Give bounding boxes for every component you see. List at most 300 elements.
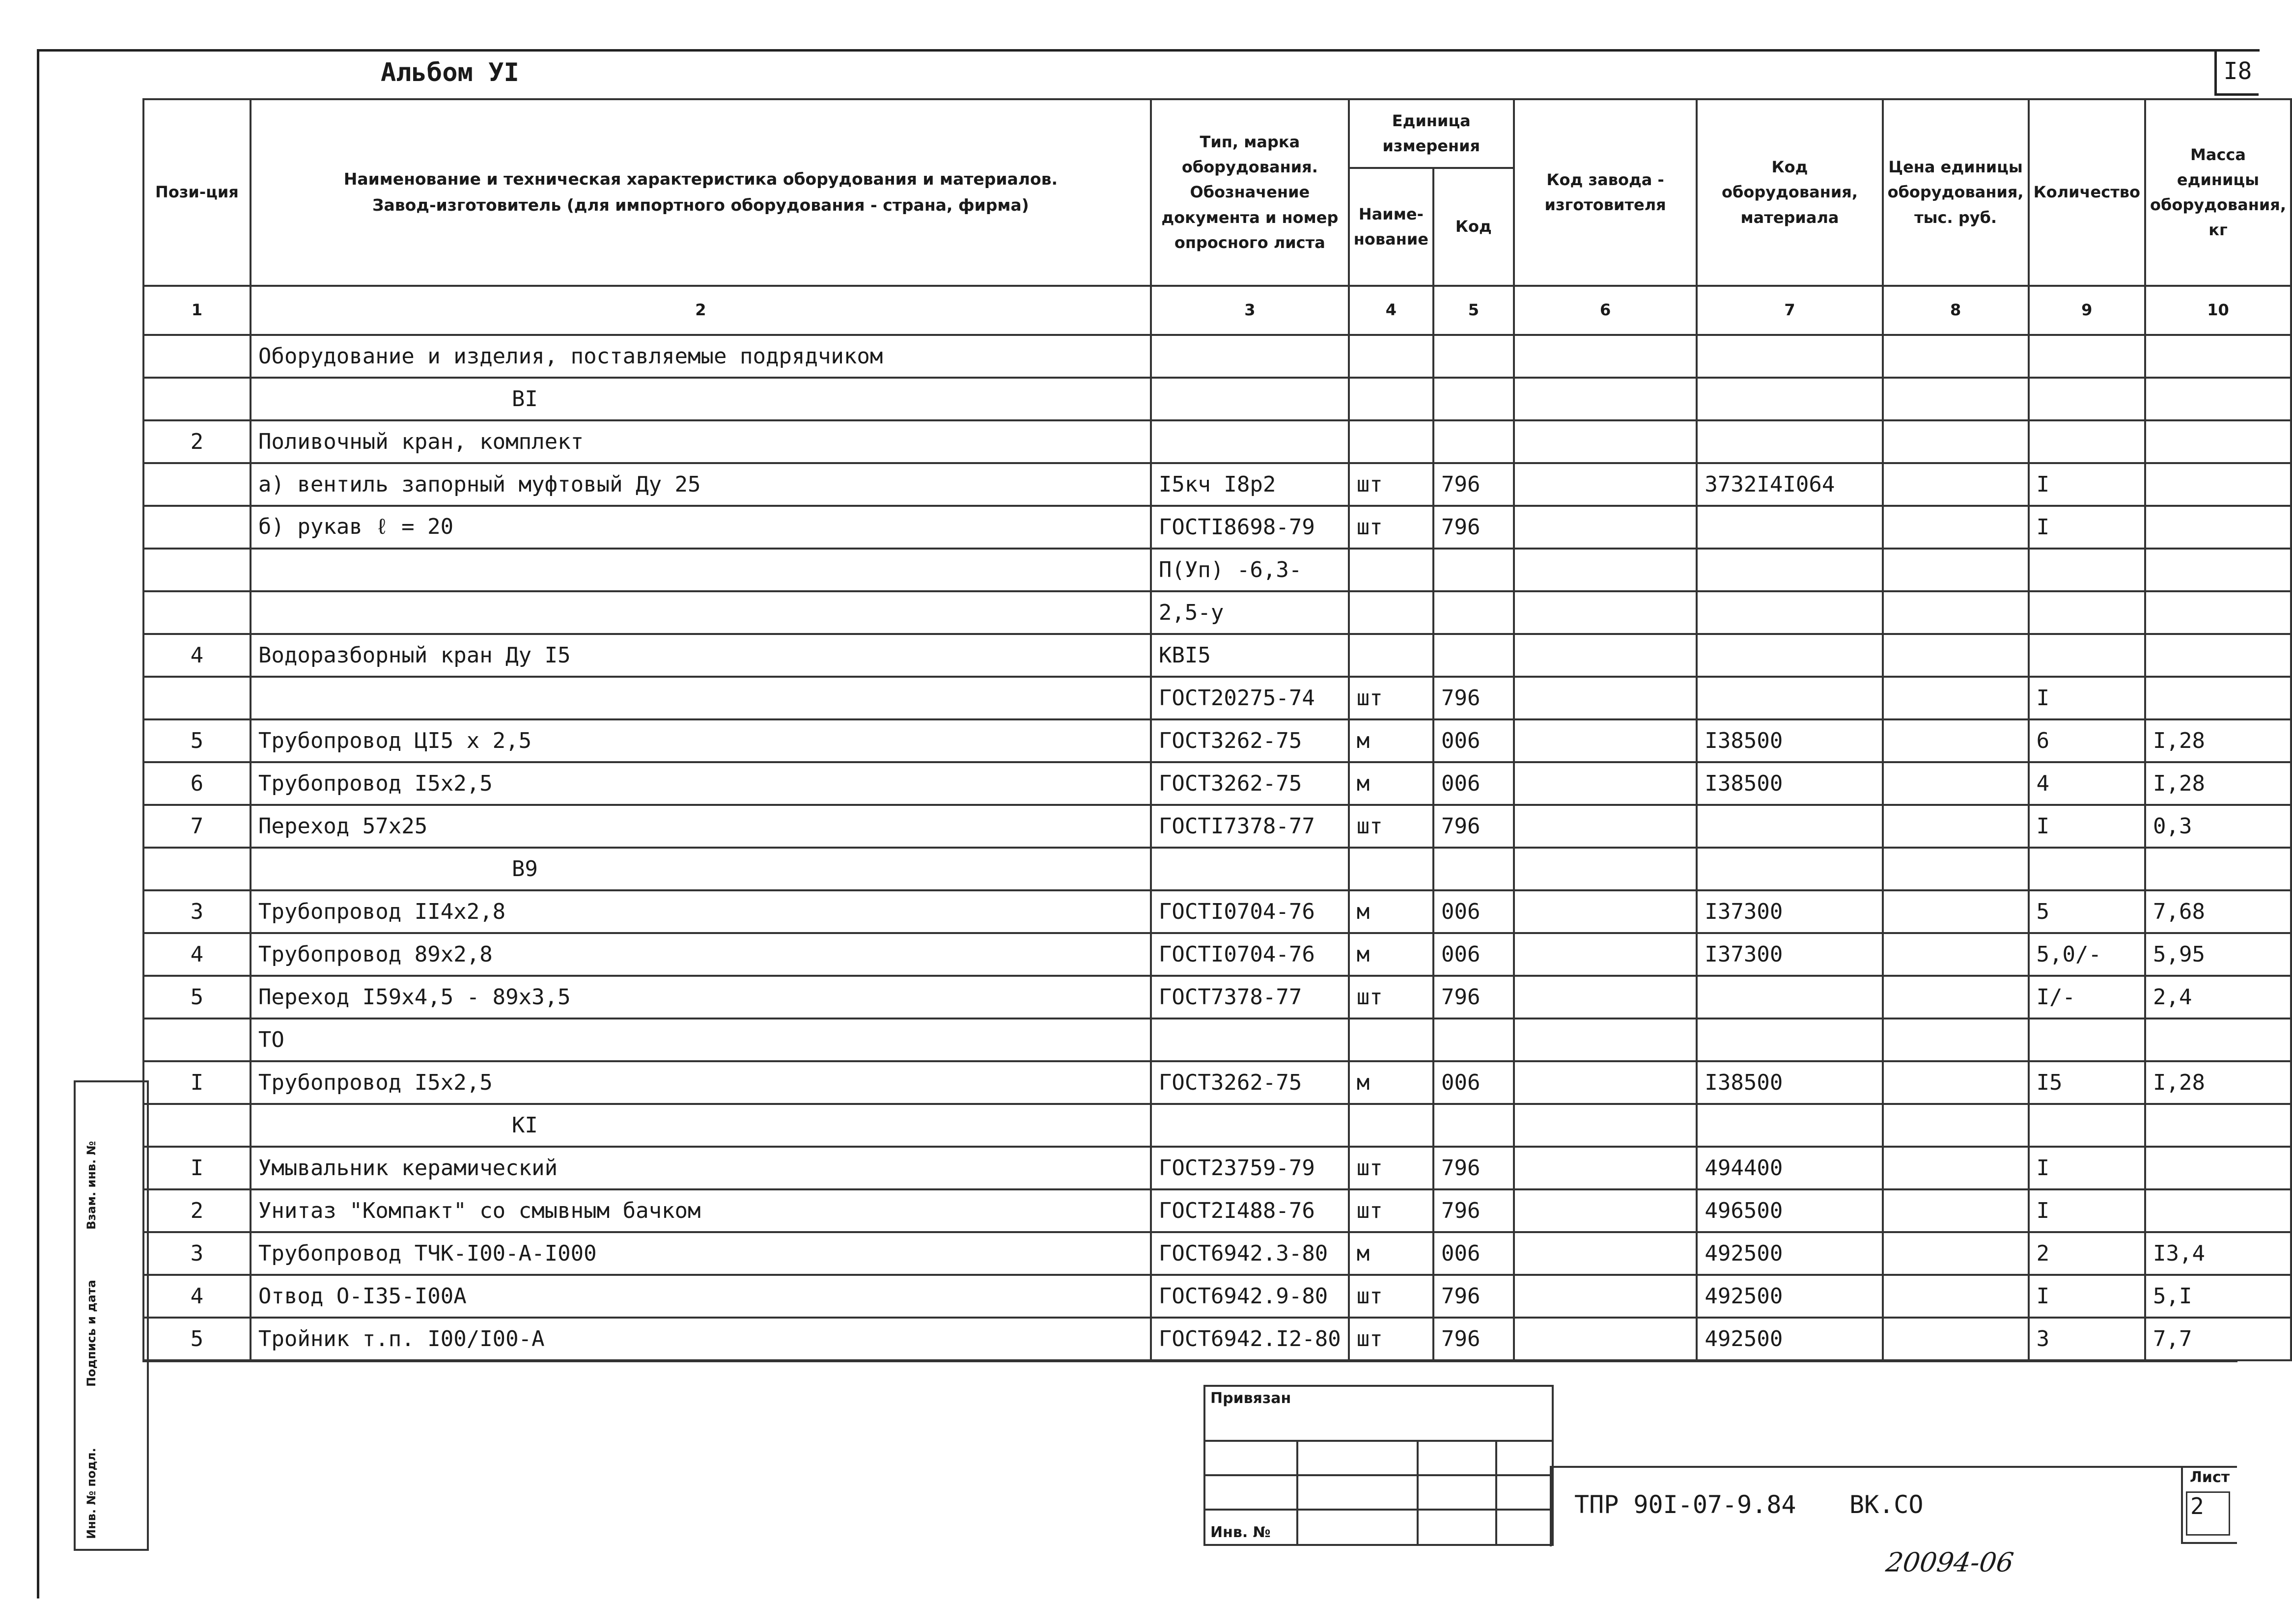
table-row xyxy=(143,762,2291,805)
cell-pos: 2 xyxy=(143,420,251,463)
colnum: 7 xyxy=(1697,286,1882,335)
cell-name: б) рукав ℓ = 20 xyxy=(251,506,1151,549)
cell-price xyxy=(1883,719,2029,762)
cell-mass: I,28 xyxy=(2145,719,2291,762)
stamp-divider xyxy=(1495,1440,1497,1544)
cell-pcode xyxy=(1514,805,1697,848)
table-row xyxy=(143,976,2291,1018)
cell-qty: I/- xyxy=(2029,976,2145,1018)
cell-qty xyxy=(2029,591,2145,634)
cell-mass: 2,4 xyxy=(2145,976,2291,1018)
cell-price xyxy=(1883,1061,2029,1104)
colnum: 6 xyxy=(1514,286,1697,335)
cell-ucode: 796 xyxy=(1433,463,1514,506)
cell-mass xyxy=(2145,677,2291,719)
colnum: 4 xyxy=(1349,286,1433,335)
header-name-line1: Наименование и техническая характеристика оборудования и материалов. xyxy=(343,169,1058,189)
cell-qty: 4 xyxy=(2029,762,2145,805)
cell-unit xyxy=(1349,591,1433,634)
cell-unit: м xyxy=(1349,1232,1433,1275)
table-row xyxy=(143,1061,2291,1104)
cell-pos: 5 xyxy=(143,1318,251,1360)
cell-pos: 4 xyxy=(143,933,251,976)
cell-pcode xyxy=(1514,890,1697,933)
header-qty: Количество xyxy=(2029,99,2145,286)
cell-mass xyxy=(2145,378,2291,420)
table-row xyxy=(143,1189,2291,1232)
cell-pcode xyxy=(1514,378,1697,420)
cell-ecode: I38500 xyxy=(1697,719,1882,762)
cell-ecode xyxy=(1697,549,1882,591)
cell-type: ГОСТ23759-79 xyxy=(1151,1147,1349,1189)
cell-ecode: 3732I4I064 xyxy=(1697,463,1882,506)
cell-pcode xyxy=(1514,1018,1697,1061)
cell-ucode: 006 xyxy=(1433,890,1514,933)
cell-price xyxy=(1883,1189,2029,1232)
cell-price xyxy=(1883,890,2029,933)
cell-pcode xyxy=(1514,549,1697,591)
cell-mass: I3,4 xyxy=(2145,1232,2291,1275)
cell-mass xyxy=(2145,1189,2291,1232)
cell-name: B9 xyxy=(251,848,1151,890)
cell-mass xyxy=(2145,591,2291,634)
cell-unit: шт xyxy=(1349,1275,1433,1318)
cell-ucode xyxy=(1433,378,1514,420)
cell-pcode xyxy=(1514,1104,1697,1147)
cell-unit xyxy=(1349,848,1433,890)
cell-ecode: 492500 xyxy=(1697,1318,1882,1360)
cell-mass: 5,95 xyxy=(2145,933,2291,976)
cell-unit: шт xyxy=(1349,1318,1433,1360)
binding-stamp xyxy=(1203,1385,1554,1546)
table-row xyxy=(143,890,2291,933)
cell-pos xyxy=(143,677,251,719)
cell-mass xyxy=(2145,506,2291,549)
cell-ecode xyxy=(1697,634,1882,677)
cell-type: ГОСТI8698-79 xyxy=(1151,506,1349,549)
cell-pcode xyxy=(1514,1318,1697,1360)
colnum: 10 xyxy=(2145,286,2291,335)
cell-pcode xyxy=(1514,762,1697,805)
stamp-line xyxy=(1205,1509,1552,1511)
table-row xyxy=(143,719,2291,762)
cell-unit: шт xyxy=(1349,506,1433,549)
cell-name: Переход 57х25 xyxy=(251,805,1151,848)
cell-name: Переход I59х4,5 - 89х3,5 xyxy=(251,976,1151,1018)
cell-ucode: 006 xyxy=(1433,719,1514,762)
cell-ecode xyxy=(1697,335,1882,378)
cell-pcode xyxy=(1514,976,1697,1018)
cell-price xyxy=(1883,1318,2029,1360)
header-price: Цена единицы оборудования, тыс. руб. xyxy=(1883,99,2029,286)
cell-ecode: I37300 xyxy=(1697,933,1882,976)
cell-pos xyxy=(143,1104,251,1147)
cell-unit: м xyxy=(1349,719,1433,762)
cell-pcode xyxy=(1514,335,1697,378)
side-stamp xyxy=(74,1080,149,1551)
cell-pos xyxy=(143,549,251,591)
cell-mass: 7,68 xyxy=(2145,890,2291,933)
cell-qty: I xyxy=(2029,677,2145,719)
cell-mass xyxy=(2145,1104,2291,1147)
cell-type: ГОСТ3262-75 xyxy=(1151,1061,1349,1104)
cell-type: ГОСТ2I488-76 xyxy=(1151,1189,1349,1232)
cell-ucode xyxy=(1433,549,1514,591)
cell-price xyxy=(1883,378,2029,420)
table-row xyxy=(143,805,2291,848)
cell-type: ГОСТ3262-75 xyxy=(1151,719,1349,762)
cell-pcode xyxy=(1514,591,1697,634)
cell-ucode: 796 xyxy=(1433,805,1514,848)
cell-qty: 3 xyxy=(2029,1318,2145,1360)
cell-name xyxy=(251,549,1151,591)
cell-pcode xyxy=(1514,1061,1697,1104)
cell-name: Поливочный кран, комплект xyxy=(251,420,1151,463)
cell-pos: 3 xyxy=(143,890,251,933)
cell-unit: шт xyxy=(1349,463,1433,506)
cell-mass xyxy=(2145,420,2291,463)
cell-type: ГОСТ20275-74 xyxy=(1151,677,1349,719)
cell-unit: м xyxy=(1349,762,1433,805)
cell-ecode xyxy=(1697,420,1882,463)
cell-unit xyxy=(1349,1104,1433,1147)
cell-ucode xyxy=(1433,1104,1514,1147)
cell-qty xyxy=(2029,1018,2145,1061)
cell-ucode xyxy=(1433,1018,1514,1061)
cell-price xyxy=(1883,976,2029,1018)
table-row xyxy=(143,1232,2291,1275)
cell-unit: шт xyxy=(1349,1147,1433,1189)
cell-pcode xyxy=(1514,933,1697,976)
specification-table xyxy=(142,98,2292,1361)
table-row xyxy=(143,1018,2291,1061)
cell-type: ГОСТ6942.9-80 xyxy=(1151,1275,1349,1318)
cell-ucode: 796 xyxy=(1433,506,1514,549)
cell-pcode xyxy=(1514,848,1697,890)
cell-type xyxy=(1151,1018,1349,1061)
cell-unit: шт xyxy=(1349,677,1433,719)
cell-unit xyxy=(1349,378,1433,420)
cell-qty: I xyxy=(2029,506,2145,549)
cell-mass xyxy=(2145,634,2291,677)
cell-pos: 4 xyxy=(143,634,251,677)
cell-name: BI xyxy=(251,378,1151,420)
cell-unit: м xyxy=(1349,1061,1433,1104)
cell-ucode xyxy=(1433,420,1514,463)
header-type: Тип, марка оборудования. Обозначение документа и номер опросного листа xyxy=(1151,99,1349,286)
stamp-divider xyxy=(1417,1440,1419,1544)
cell-pos xyxy=(143,1018,251,1061)
cell-price xyxy=(1883,335,2029,378)
cell-ecode: 492500 xyxy=(1697,1232,1882,1275)
cell-ucode: 006 xyxy=(1433,1232,1514,1275)
cell-qty: 5,0/- xyxy=(2029,933,2145,976)
cell-price xyxy=(1883,1232,2029,1275)
cell-pos: 2 xyxy=(143,1189,251,1232)
cell-type: ГОСТI0704-76 xyxy=(1151,933,1349,976)
cell-unit: шт xyxy=(1349,976,1433,1018)
cell-ecode: I38500 xyxy=(1697,1061,1882,1104)
colnum: 5 xyxy=(1433,286,1514,335)
cell-type: ГОСТ6942.3-80 xyxy=(1151,1232,1349,1275)
table-row xyxy=(143,335,2291,378)
sheet-number: I8 xyxy=(2214,49,2259,96)
cell-pos xyxy=(143,591,251,634)
cell-price xyxy=(1883,677,2029,719)
cell-pos xyxy=(143,378,251,420)
cell-mass xyxy=(2145,1147,2291,1189)
table-row xyxy=(143,420,2291,463)
cell-qty xyxy=(2029,420,2145,463)
cell-qty xyxy=(2029,1104,2145,1147)
cell-price xyxy=(1883,848,2029,890)
cell-mass: 0,3 xyxy=(2145,805,2291,848)
table-row xyxy=(143,1318,2291,1360)
cell-name: Тройник т.п. I00/I00-А xyxy=(251,1318,1151,1360)
table-row xyxy=(143,1147,2291,1189)
list-label: Лист xyxy=(2190,1469,2230,1486)
cell-ecode: I37300 xyxy=(1697,890,1882,933)
header-unit-code: Код xyxy=(1433,168,1514,286)
header-name-line2: Завод-изготовитель (для импортного оборудования - страна, фирма) xyxy=(372,195,1029,215)
cell-qty: I xyxy=(2029,1147,2145,1189)
cell-type: П(Уп) -6,3- xyxy=(1151,549,1349,591)
side-label-inv: Инв. № подл. xyxy=(84,1448,98,1539)
header-equip-code: Код оборудования, материала xyxy=(1697,99,1882,286)
cell-pos: 6 xyxy=(143,762,251,805)
cell-price xyxy=(1883,463,2029,506)
cell-ecode xyxy=(1697,805,1882,848)
table-row xyxy=(143,549,2291,591)
cell-mass xyxy=(2145,1018,2291,1061)
cell-pcode xyxy=(1514,463,1697,506)
table-row xyxy=(143,378,2291,420)
cell-ecode xyxy=(1697,591,1882,634)
cell-ecode: 492500 xyxy=(1697,1275,1882,1318)
cell-qty: 2 xyxy=(2029,1232,2145,1275)
table-row xyxy=(143,677,2291,719)
cell-price xyxy=(1883,506,2029,549)
cell-qty: I5 xyxy=(2029,1061,2145,1104)
cell-type xyxy=(1151,1104,1349,1147)
cell-name xyxy=(251,591,1151,634)
cell-pos: I xyxy=(143,1061,251,1104)
table-row xyxy=(143,933,2291,976)
cell-price xyxy=(1883,933,2029,976)
cell-qty: 5 xyxy=(2029,890,2145,933)
cell-price xyxy=(1883,1018,2029,1061)
stamp-line xyxy=(1205,1474,1552,1476)
cell-qty: I xyxy=(2029,463,2145,506)
cell-ucode: 796 xyxy=(1433,976,1514,1018)
cell-pos xyxy=(143,463,251,506)
cell-price xyxy=(1883,549,2029,591)
cell-mass: 5,I xyxy=(2145,1275,2291,1318)
cell-type xyxy=(1151,848,1349,890)
cell-qty: I xyxy=(2029,1275,2145,1318)
cell-mass: 7,7 xyxy=(2145,1318,2291,1360)
handwritten-number: 20094-06 xyxy=(1884,1547,2016,1578)
cell-name: Отвод О-I35-I00А xyxy=(251,1275,1151,1318)
cell-name: Трубопровод ТЧК-I00-А-I000 xyxy=(251,1232,1151,1275)
cell-pos: 5 xyxy=(143,976,251,1018)
cell-name: Водоразборный кран Ду I5 xyxy=(251,634,1151,677)
cell-name: Трубопровод I5х2,5 xyxy=(251,1061,1151,1104)
cell-unit: м xyxy=(1349,890,1433,933)
cell-type xyxy=(1151,378,1349,420)
cell-ucode xyxy=(1433,591,1514,634)
cell-qty: I xyxy=(2029,805,2145,848)
cell-ecode: I38500 xyxy=(1697,762,1882,805)
cell-pos: 3 xyxy=(143,1232,251,1275)
colnum: 8 xyxy=(1883,286,2029,335)
cell-pos: 4 xyxy=(143,1275,251,1318)
cell-name: TO xyxy=(251,1018,1151,1061)
cell-type: I5кч I8р2 xyxy=(1151,463,1349,506)
table-row xyxy=(143,634,2291,677)
cell-ecode: 496500 xyxy=(1697,1189,1882,1232)
cell-ucode xyxy=(1433,335,1514,378)
section-code: ВК.СО xyxy=(1849,1490,1924,1519)
cell-name: Трубопровод 89х2,8 xyxy=(251,933,1151,976)
cell-pcode xyxy=(1514,1147,1697,1189)
stamp-caption: Привязан xyxy=(1210,1390,1291,1407)
cell-ucode: 006 xyxy=(1433,762,1514,805)
table-row xyxy=(143,591,2291,634)
cell-pcode xyxy=(1514,1275,1697,1318)
cell-type: КВI5 xyxy=(1151,634,1349,677)
cell-unit xyxy=(1349,549,1433,591)
cell-ecode xyxy=(1697,848,1882,890)
cell-ucode xyxy=(1433,848,1514,890)
cell-ucode: 006 xyxy=(1433,933,1514,976)
table-row xyxy=(143,1104,2291,1147)
cell-qty: I xyxy=(2029,1189,2145,1232)
cell-ucode: 796 xyxy=(1433,1189,1514,1232)
cell-unit: шт xyxy=(1349,805,1433,848)
table-bottom-line xyxy=(142,1360,2237,1362)
cell-type: ГОСТI0704-76 xyxy=(1151,890,1349,933)
table-row xyxy=(143,506,2291,549)
cell-type: 2,5-у xyxy=(1151,591,1349,634)
cell-mass xyxy=(2145,549,2291,591)
cell-qty xyxy=(2029,848,2145,890)
cell-name: Унитаз "Компакт" со смывным бачком xyxy=(251,1189,1151,1232)
cell-type: ГОСТ7378-77 xyxy=(1151,976,1349,1018)
cell-unit xyxy=(1349,634,1433,677)
stamp-inv: Инв. № xyxy=(1210,1524,1271,1541)
cell-ucode xyxy=(1433,634,1514,677)
cell-pos: I xyxy=(143,1147,251,1189)
cell-price xyxy=(1883,420,2029,463)
cell-price xyxy=(1883,1104,2029,1147)
cell-ecode xyxy=(1697,506,1882,549)
cell-mass: I,28 xyxy=(2145,1061,2291,1104)
cell-name xyxy=(251,677,1151,719)
cell-name: а) вентиль запорный муфтовый Ду 25 xyxy=(251,463,1151,506)
cell-type: ГОСТI7378-77 xyxy=(1151,805,1349,848)
cell-mass xyxy=(2145,848,2291,890)
cell-name: Умывальник керамический xyxy=(251,1147,1151,1189)
cell-pos xyxy=(143,848,251,890)
cell-name: Оборудование и изделия, поставляемые подрядчиком xyxy=(251,335,1151,378)
header-mass: Масса единицы оборудования, кг xyxy=(2145,99,2291,286)
cell-qty xyxy=(2029,335,2145,378)
colnum: 2 xyxy=(251,286,1151,335)
cell-name: Трубопровод ЦI5 х 2,5 xyxy=(251,719,1151,762)
list-box xyxy=(2181,1466,2237,1544)
cell-unit xyxy=(1349,335,1433,378)
cell-name: Трубопровод II4х2,8 xyxy=(251,890,1151,933)
cell-mass: I,28 xyxy=(2145,762,2291,805)
header-unit-name: Наиме-нование xyxy=(1349,168,1433,286)
side-label-sign: Подпись и дата xyxy=(84,1280,98,1387)
cell-ucode: 796 xyxy=(1433,1275,1514,1318)
cell-unit xyxy=(1349,1018,1433,1061)
cell-price xyxy=(1883,1275,2029,1318)
cell-price xyxy=(1883,762,2029,805)
cell-type: ГОСТ3262-75 xyxy=(1151,762,1349,805)
cell-pos xyxy=(143,335,251,378)
cell-price xyxy=(1883,591,2029,634)
table-row xyxy=(143,848,2291,890)
colnum: 3 xyxy=(1151,286,1349,335)
cell-qty xyxy=(2029,634,2145,677)
colnum: 9 xyxy=(2029,286,2145,335)
cell-ecode xyxy=(1697,677,1882,719)
cell-name: Трубопровод I5х2,5 xyxy=(251,762,1151,805)
cell-price xyxy=(1883,1147,2029,1189)
cell-ecode xyxy=(1697,1018,1882,1061)
project-code: ТПР 90I-07-9.84 xyxy=(1574,1490,1796,1519)
cell-pcode xyxy=(1514,1232,1697,1275)
cell-qty xyxy=(2029,549,2145,591)
header-pos: Пози-ция xyxy=(143,99,251,286)
list-value: 2 xyxy=(2186,1491,2230,1536)
cell-mass xyxy=(2145,463,2291,506)
cell-pos xyxy=(143,506,251,549)
cell-ecode: 494400 xyxy=(1697,1147,1882,1189)
cell-ucode: 796 xyxy=(1433,677,1514,719)
cell-ecode xyxy=(1697,378,1882,420)
table-row xyxy=(143,1275,2291,1318)
cell-qty xyxy=(2029,378,2145,420)
cell-type xyxy=(1151,420,1349,463)
cell-unit xyxy=(1349,420,1433,463)
cell-type: ГОСТ6942.I2-80 xyxy=(1151,1318,1349,1360)
cell-pos: 7 xyxy=(143,805,251,848)
cell-pcode xyxy=(1514,677,1697,719)
header-unit-group: Единица измерения xyxy=(1349,99,1514,168)
header-name xyxy=(251,99,1151,286)
cell-pcode xyxy=(1514,506,1697,549)
cell-unit: шт xyxy=(1349,1189,1433,1232)
cell-ucode: 796 xyxy=(1433,1318,1514,1360)
header-plant-code: Код завода - изготовителя xyxy=(1514,99,1697,286)
cell-pos: 5 xyxy=(143,719,251,762)
cell-qty: 6 xyxy=(2029,719,2145,762)
album-label: Альбом УI xyxy=(381,58,519,87)
cell-type xyxy=(1151,335,1349,378)
cell-ecode xyxy=(1697,1104,1882,1147)
cell-ucode: 796 xyxy=(1433,1147,1514,1189)
cell-pcode xyxy=(1514,634,1697,677)
cell-pcode xyxy=(1514,420,1697,463)
cell-name: KI xyxy=(251,1104,1151,1147)
stamp-line xyxy=(1205,1440,1552,1442)
cell-unit: м xyxy=(1349,933,1433,976)
cell-mass xyxy=(2145,335,2291,378)
